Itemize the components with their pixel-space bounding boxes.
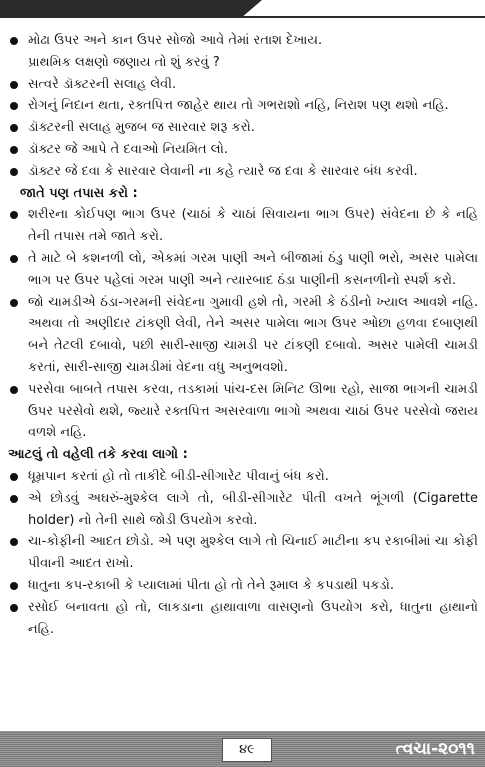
item-text: પરસેવા બાબતે તપાસ કરવા, તડકામાં પાંચ-દસ મિનિટ ઊભા રહો, સાજા ભાગની ચામડી ઉપર પરસેવો થશે, જ્યારે રક્તપિત્ત અસરવાળા ભાગો અથવા ચાઠાં ઉપર પરસેવો જરાય વળશે નહિ.	[28, 381, 478, 441]
bullet-icon	[10, 81, 18, 89]
item-text: મોઢા ઉપર અને કાન ઉપર સોજો આવે તેમાં રતાશ દેખાય.	[28, 33, 323, 48]
list-item	[8, 379, 478, 444]
bullet-icon	[10, 211, 18, 219]
list-item	[8, 161, 478, 183]
bullet-icon	[10, 473, 18, 481]
question-line: પ્રાથમિક લક્ષણો જણાય તો શું કરવું ?	[28, 54, 220, 70]
item-text: ડૉક્ટર જે આપે તે દવાઓ નિયમિત લો.	[28, 141, 228, 157]
top-rule	[0, 16, 485, 18]
list-item	[8, 575, 478, 597]
section-heading: જાતે પણ તપાસ કરો :	[20, 185, 138, 201]
page-number: ૪૯	[222, 738, 272, 762]
page-content	[8, 30, 478, 640]
page-footer	[0, 731, 485, 767]
list-item	[8, 204, 478, 248]
bullet-icon	[10, 495, 18, 503]
item-text: શરીરના કોઈપણ ભાગ ઉપર (ચાઠાં કે ચાઠાં સિવાયના ભાગ ઉપર) સંવેદના છે કે નહિ તેની તપાસ તમે જાતે કરો.	[28, 207, 478, 245]
item-text: રોગનું નિદાન થતા, રક્તપિત્ત જાહેર થાય તો ગભરાશો નહિ, નિરાશ પણ થશો નહિ.	[28, 98, 449, 114]
bullet-icon	[10, 604, 18, 612]
item-text: એ છોડવું અઘરું-મુશ્કેલ લાગે તો, બીડી-સીગારેટ પીતી વખતે ભૂંગળી (Cigarette holder) નો તેની સાથે જોડી ઉપયોગ કરવો.	[28, 490, 478, 528]
section-heading: આટલું તો વહેલી તકે કરવા લાગો :	[8, 447, 188, 463]
list-item	[8, 466, 478, 488]
item-text: ચા-કોફીની આદત છોડો. એ પણ મુશ્કેલ લાગે તો ચિનાઈ માટીના કપ રકાબીમાં ચા કોફી પીવાની આદત રાખો.	[28, 534, 478, 572]
item-text: જો ચામડીએ ઠંડા-ગરમની સંવેદના ગુમાવી હશે તો, ગરમી કે ઠંડીનો ખ્યાલ આવશે નહિ. અથવા તો અણીદાર ટાંકણી લેવી, તેને અસર પામેલા ભાગ ઉપર ઓછા હળવા દબાણથી બને તેટલી દબાવો, પછી સારી-સાજી ચામડી પર ટાંકણી દબાવો. અસર પામેલી ચામડી કરતાં, સારી-સાજી ચામડીમાં વેદના વધુ અનુભવશો.	[28, 294, 478, 375]
item-text: સત્વરે ડૉક્ટરની સલાહ લેવી.	[28, 76, 177, 92]
bullet-icon	[10, 168, 18, 176]
list-item	[8, 95, 478, 117]
bullet-icon	[10, 255, 18, 263]
bullet-icon	[10, 582, 18, 590]
bullet-icon	[10, 386, 18, 394]
item-text: ડૉક્ટર જે દવા કે સારવાર લેવાની ના કહે ત્યારે જ દવા કે સારવાર બંધ કરવી.	[28, 163, 418, 179]
list-item	[8, 597, 478, 641]
list-item	[8, 117, 478, 139]
bullet-icon	[10, 124, 18, 132]
bullet-icon	[10, 102, 18, 110]
bullet-icon	[10, 37, 18, 45]
item-text: તે માટે બે કશનળી લો, એકમાં ગરમ પાણી અને બીજામાં ઠંડુ પાણી ભરો, અસર પામેલા ભાગ પર ઉપર પહેલાં ગરમ પાણી અને ત્યારબાદ ઠંડા પાણીની કસનળીનો સ્પર્શ કરો.	[28, 250, 478, 288]
item-text: ધૂમ્રપાન કરતાં હો તો તાકીદે બીડી-સીગારેટ પીવાનું બંધ કરો.	[28, 468, 329, 484]
item-text: ડૉક્ટરની સલાહ મુજબ જ સારવાર શરૂ કરો.	[28, 120, 255, 136]
bullet-icon	[10, 146, 18, 154]
list-item	[8, 74, 478, 96]
item-text: ધાતુના કપ-રકાબી કે પ્યાલામાં પીતા હો તો તેને રૂમાલ કે કપડાથી પકડો.	[28, 577, 394, 593]
list-item	[8, 531, 478, 575]
item-text: રસોઈ બનાવતા હો તો, લાકડાના હાથાવાળા વાસણનો ઉપયોગ કરો, ધાતુના હાથાનો નહિ.	[28, 599, 478, 637]
bullet-icon	[10, 299, 18, 307]
bullet-icon	[10, 538, 18, 546]
book-title: ત્વચા-૨૦૧૧	[395, 739, 475, 759]
list-item	[8, 488, 478, 532]
list-item	[8, 248, 478, 292]
list-item	[8, 30, 478, 52]
top-decor-bar	[0, 0, 485, 18]
list-item	[8, 292, 478, 379]
list-item	[8, 139, 478, 161]
